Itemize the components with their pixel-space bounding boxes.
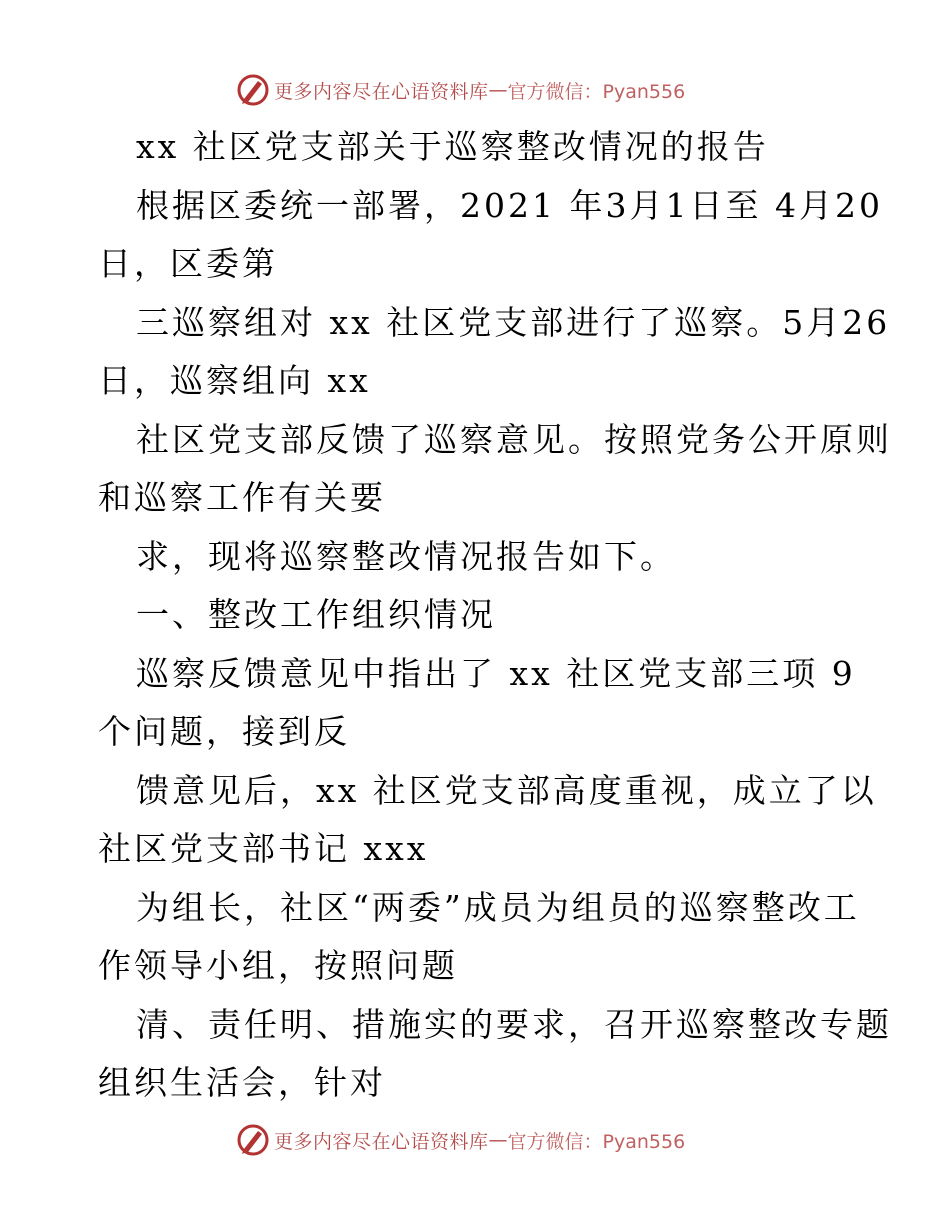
section-heading: 一、整改工作组织情况: [136, 595, 496, 634]
document-title: xx 社区党支部关于巡察整改情况的报告: [136, 127, 769, 166]
text-line: 作领导小组，按照问题: [98, 946, 458, 985]
pen-logo-icon: [236, 1123, 270, 1157]
text-line: 巡察反馈意见中指出了 xx 社区党支部三项 9: [136, 653, 856, 693]
text-line: 社区党支部书记 xxx: [98, 829, 429, 868]
text-line: 为组长，社区“两委”成员为组员的巡察整改工: [136, 887, 860, 927]
text-line: 组织生活会，针对: [98, 1063, 386, 1102]
watermark-brand: 更多内容尽在心语资料库: [274, 80, 489, 103]
watermark-brand: 更多内容尽在心语资料库: [274, 1130, 489, 1153]
text-line: 日，区委第: [98, 244, 278, 283]
text-line: 三巡察组对 xx 社区党支部进行了巡察。5月26: [136, 302, 891, 342]
watermark-separator: —: [488, 1129, 508, 1151]
text-line: 清、责任明、措施实的要求，召开巡察整改专题: [136, 1004, 892, 1044]
text-line: 个问题，接到反: [98, 712, 350, 751]
document-body: [98, 118, 892, 1113]
pen-logo-icon: [236, 73, 270, 107]
text-line: 馈意见后，xx 社区党支部高度重视，成立了以: [136, 770, 877, 810]
text-line: 社区党支部反馈了巡察意见。按照党务公开原则: [136, 419, 892, 459]
header-watermark: [236, 72, 685, 108]
footer-watermark: [236, 1122, 685, 1158]
text-line: 日，巡察组向 xx: [98, 361, 371, 400]
watermark-separator: —: [488, 79, 508, 101]
text-line: 求，现将巡察整改情况报告如下。: [136, 536, 676, 576]
watermark-contact: 官方微信：Pyan556: [507, 1130, 686, 1153]
watermark-contact: 官方微信：Pyan556: [507, 80, 686, 103]
text-line: 和巡察工作有关要: [98, 478, 386, 517]
text-line: 根据区委统一部署，2021 年3月1日至 4月20: [136, 185, 883, 225]
